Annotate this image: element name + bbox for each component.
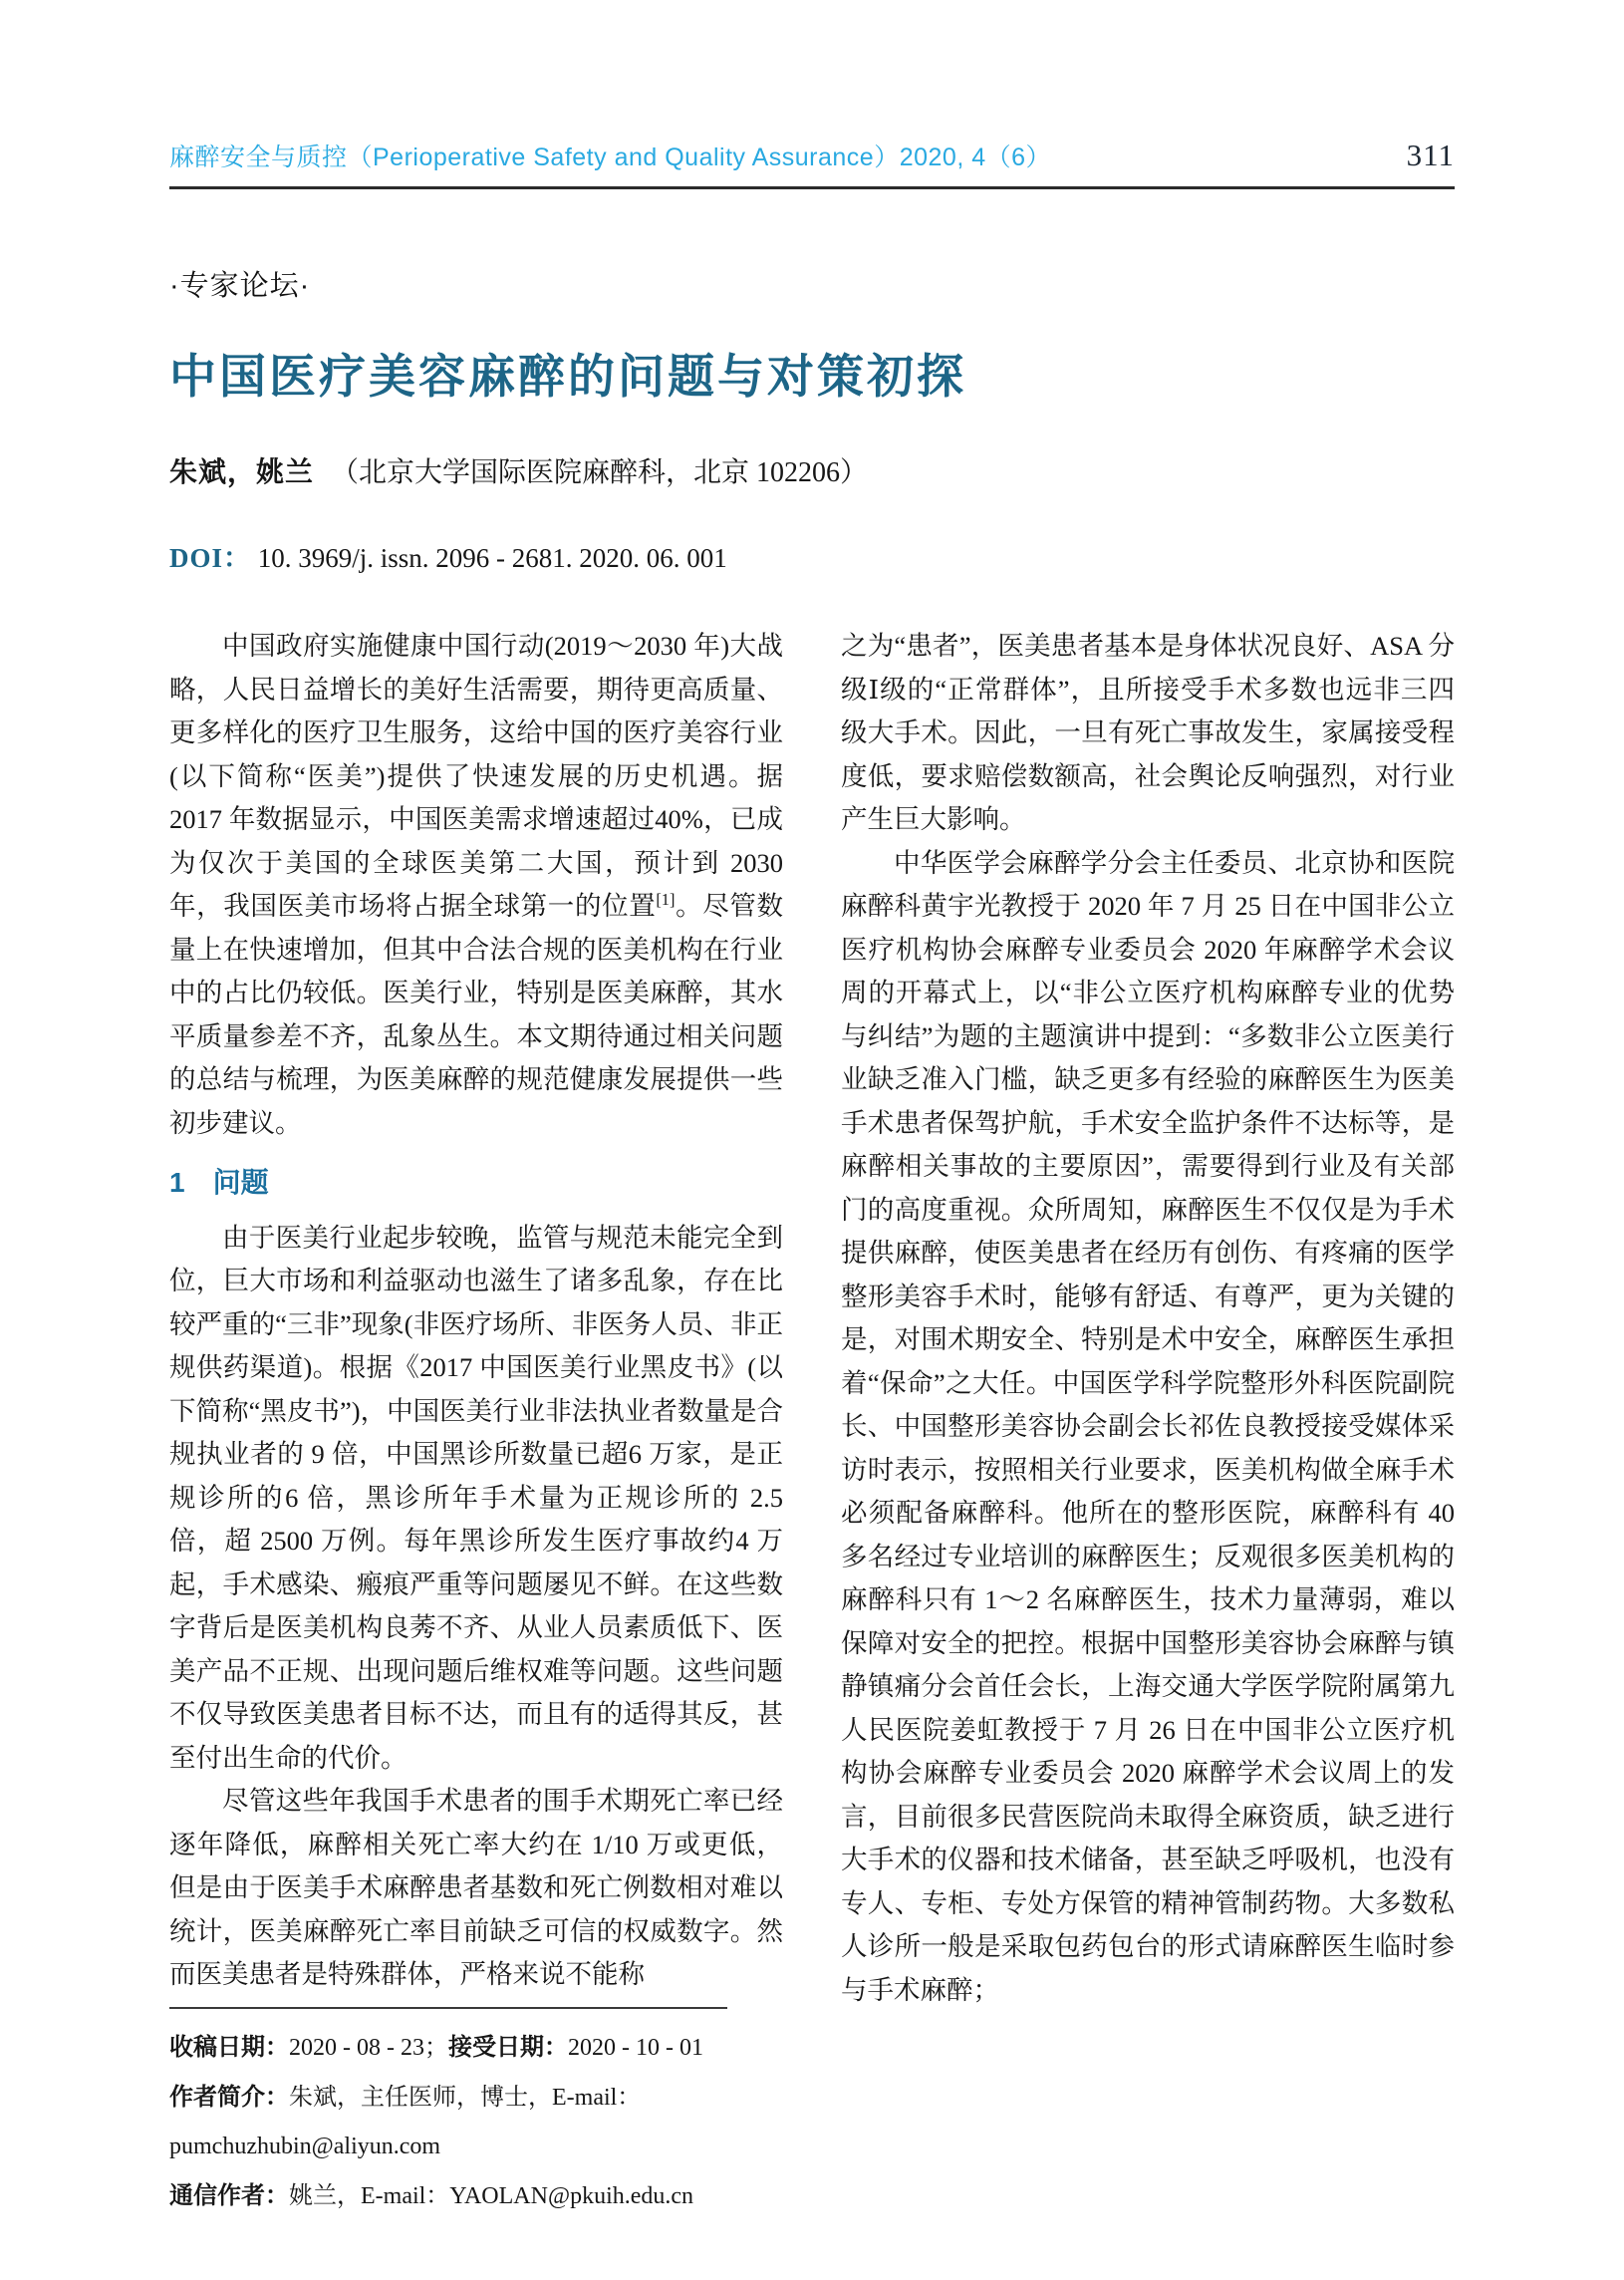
text-run: 尽管这些年我国手术患者的围手术期死亡率已经逐年降低，麻醉相关死亡率大约在 1/10 万或更低，但是由于医美手术麻醉患者基数和死亡例数相对难以统计，医美麻醉死亡率目前缺乏可信的权威数字。然而医美患者是特殊群体，严格来说不能称 [169,1786,783,1989]
journal-title: 麻醉安全与质控（Perioperative Safety and Quality Assurance）2020, 4（6） [169,143,1052,171]
paragraph [169,1780,783,1997]
doi-line [169,536,1455,575]
text-run: 中国政府实施健康中国行动(2019～2030 年)大战略，人民日益增长的美好生活需要，期待更高质量、更多样化的医疗卫生服务，这给中国的医疗美容行业(以下简称“医美”)提供了快速发展的历史机遇。据2017 年数据显示，中国医美需求增速超过40%，已成为仅次于美国的全球医美第二大国，预计到 2030 年，我国医美市场将占据全球第一的位置 [169,631,783,921]
footnote-line [169,2171,783,2221]
text-run: 之为“患者”，医美患者基本是身体状况良好、ASA 分级Ⅰ级的“正常群体”，且所接受手术多数也远非三四级大手术。因此，一旦有死亡事故发生，家属接受程度低，要求赔偿数额高，社会舆论反响强烈，对行业产生巨大影响。 [841,631,1455,834]
text-run: 通信作者： [169,2181,289,2209]
text-run: 2020 - 08 - 23； [289,2034,448,2061]
column-right [841,625,1455,2221]
page-number: 311 [1406,138,1455,172]
text-run: 作者简介： [169,2083,289,2111]
body-columns [169,625,1455,2221]
footnote-divider [169,2007,727,2009]
text-run: 收稿日期： [169,2033,289,2061]
text-run: 由于医美行业起步较晚，监管与规范未能完全到位，巨大市场和利益驱动也滋生了诸多乱象，存在比较严重的“三非”现象(非医疗场所、非医务人员、非正规供药渠道)。根据《2017 中国医美行业黑皮书》(以下简称“黑皮书”)，中国医美行业非法执业者数量是合规执业者的 9 倍，中国黑诊所数量已超6 万家，是正规诊所的6 倍，黑诊所年手术量为正规诊所的 2.5 倍，超 2500 万例。每年黑诊所发生医疗事故约4 万起，手术感染、瘢痕严重等问题屡见不鲜。在这些数字背后是医美机构良莠不齐、从业人员素质低下、医美产品不正规、出现问题后维权难等问题。这些问题不仅导致医美患者目标不达，而且有的适得其反，甚至付出生命的代价。 [169,1222,783,1773]
citation-ref: [1] [656,890,676,910]
column-left-text [169,625,783,1997]
column-category-label: ·专家论坛· [169,270,311,302]
section-heading [169,1161,783,1205]
text-run: 。尽管数量上在快速增加，但其中合法合规的医美机构在行业中的占比仍较低。医美行业，特别是医美麻醉，其水平质量参差不齐，乱象丛生。本文期待通过相关问题的总结与梳理，为医美麻醉的规范健康发展提供一些初步建议。 [169,891,784,1138]
text-run: 中华医学会麻醉学分会主任委员、北京协和医院麻醉科黄宇光教授于 2020 年 7 月 25 日在中国非公立医疗机构协会麻醉专业委员会 2020 年麻醉学术会议周的开幕式上，以“非公立医疗机构麻醉专业的优势与纠结”为题的主题演讲中提到：“多数非公立医美行业缺乏准入门槛，缺乏更多有经验的麻醉医生为医美手术患者保驾护航，手术安全监护条件不达标等，是麻醉相关事故的主要原因”，需要得到行业及有关部门的高度重视。众所周知，麻醉医生不仅仅是为手术提供麻醉，使医美患者在经历有创伤、有疼痛的医学整形美容手术时，能够有舒适、有尊严，更为关键的是，对围术期安全、特别是术中安全，麻醉医生承担着“保命”之大任。中国医学科学院整形外科医院副院长、中国整形美容协会副会长祁佐良教授接受媒体采访时表示，按照相关行业要求，医美机构做全麻手术必须配备麻醉科。他所在的整形医院，麻醉科有 40 多名经过专业培训的麻醉医生；反观很多医美机构的麻醉科只有 1～2 名麻醉医生，技术力量薄弱，难以保障对安全的把控。根据中国整形美容协会麻醉与镇静镇痛分会首任会长，上海交通大学医学院附属第九人民医院姜虹教授于 7 月 26 日在中国非公立医疗机构协会麻醉专业委员会 2020 麻醉学术会议周上的发言，目前很多民营医院尚未取得全麻资质，缺乏进行大手术的仪器和技术储备，甚至缺乏呼吸机，也没有专人、专柜、专处方保管的精神管制药物。大多数私人诊所一般是采取包药包台的形式请麻醉医生临时参与手术麻醉； [841,847,1455,2005]
section-number: 1 [169,1167,185,1198]
author-affiliation: （北京大学国际医院麻醉科，北京 102206） [331,457,869,488]
text-run: 朱斌，主任医师，博士，E-mail：pumchuzhubin@aliyun.com [169,2084,642,2159]
text-run: 姚兰，E-mail：YAOLAN@pkuih.edu.cn [289,2182,694,2209]
section-label: 问题 [212,1167,269,1198]
paragraph [169,1217,783,1781]
article-title: 中国医疗美容麻醉的问题与对策初探 [169,352,966,404]
authors-line [169,450,1455,490]
column-left [169,625,783,2221]
column-right-text [841,625,1455,2012]
doi-value: 10. 3969/j. issn. 2096 - 2681. 2020. 06. 001 [257,543,727,573]
doi-label: DOI： [169,543,252,573]
text-run: 接受日期： [447,2033,568,2061]
footnote-block [169,1997,783,2221]
author-names: 朱斌，姚兰 [169,457,315,488]
footnote-line [169,2023,783,2073]
footnote-line [169,2073,783,2171]
running-head [169,138,1455,189]
paragraph [841,842,1455,2013]
paragraph [169,625,783,1145]
paragraph [841,625,1455,842]
footnote-lines [169,2023,783,2221]
text-run: 2020 - 10 - 01 [567,2034,703,2061]
